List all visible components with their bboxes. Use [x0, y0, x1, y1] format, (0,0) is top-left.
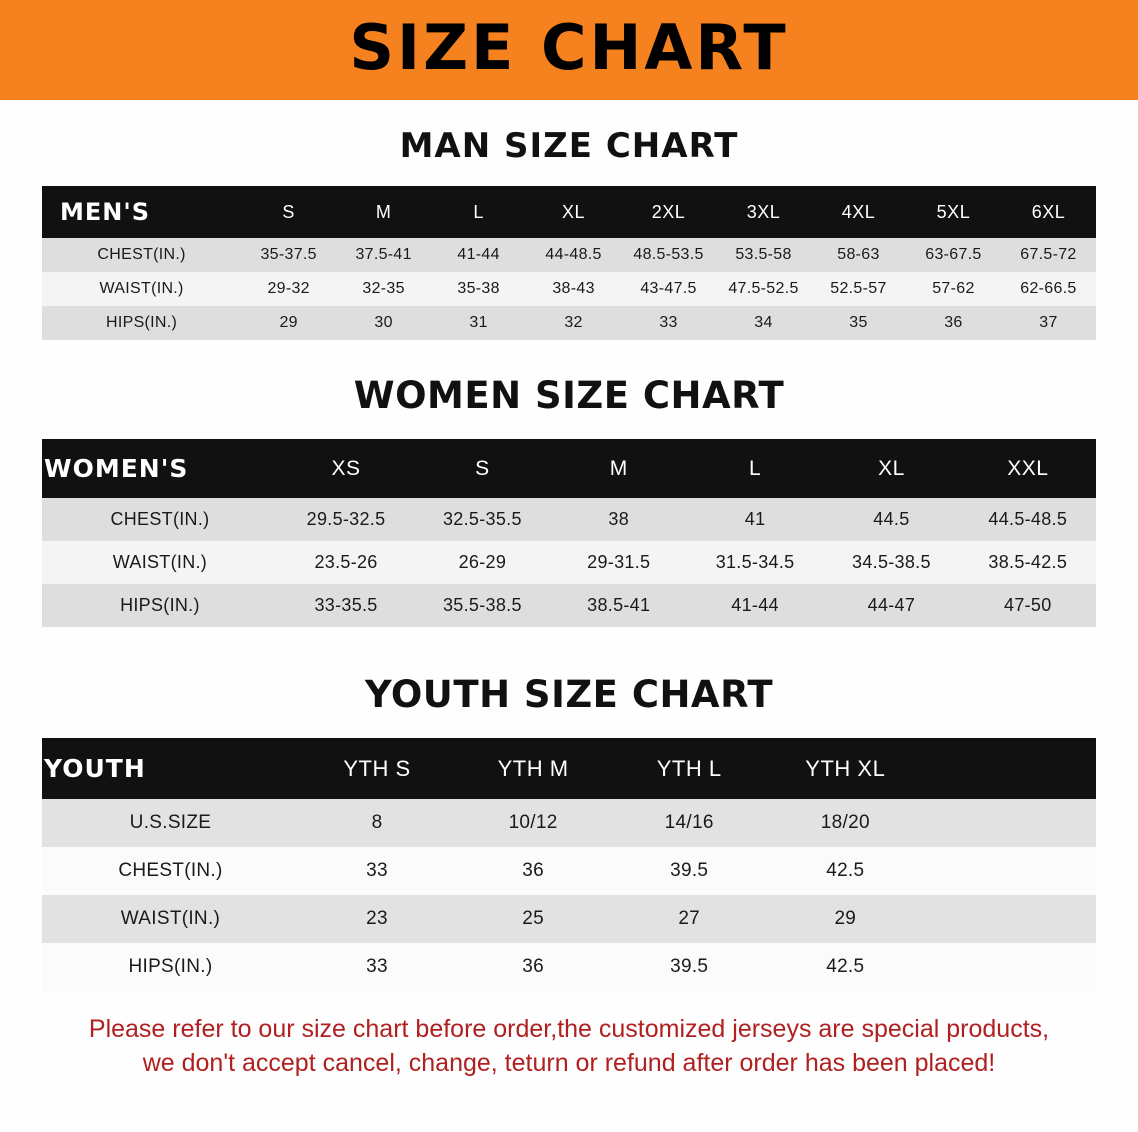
table-cell: 31.5-34.5: [687, 541, 823, 584]
table-row: [42, 306, 1096, 340]
man-col-5: 3XL: [716, 186, 811, 238]
man-row-label-0: CHEST(IN.): [42, 238, 241, 272]
man-table-body: [42, 238, 1096, 340]
table-cell: 53.5-58: [716, 238, 811, 272]
table-cell-empty: [923, 847, 1096, 895]
youth-col-2: YTH L: [611, 738, 767, 799]
women-col-0: XS: [278, 439, 414, 498]
man-col-6: 4XL: [811, 186, 906, 238]
table-cell: 33: [299, 943, 455, 991]
table-cell: 38.5-42.5: [960, 541, 1096, 584]
disclaimer-line-1: Please refer to our size chart before order,the customized jerseys are special products,: [88, 1015, 1050, 1043]
table-cell: 34.5-38.5: [823, 541, 959, 584]
youth-col-3: YTH XL: [767, 738, 923, 799]
table-cell: 32.5-35.5: [414, 498, 550, 541]
table-row: [42, 799, 1096, 847]
table-row: [42, 498, 1096, 541]
women-col-5: XXL: [960, 439, 1096, 498]
man-row-label-2: HIPS(IN.): [42, 306, 241, 340]
table-cell: 42.5: [767, 847, 923, 895]
table-cell: 38: [551, 498, 687, 541]
youth-table-head: [42, 738, 1096, 799]
table-cell: 10/12: [455, 799, 611, 847]
table-cell: 31: [431, 306, 526, 340]
women-col-4: XL: [823, 439, 959, 498]
disclaimer-note: [40, 1013, 1098, 1081]
table-cell: 8: [299, 799, 455, 847]
table-cell: 33: [299, 847, 455, 895]
table-cell: 37: [1001, 306, 1096, 340]
table-header-row: [42, 186, 1096, 238]
table-cell: 44.5: [823, 498, 959, 541]
table-cell-empty: [923, 799, 1096, 847]
table-row: [42, 847, 1096, 895]
table-cell: 33: [621, 306, 716, 340]
youth-table-wrap: [0, 738, 1138, 991]
man-row-header: MEN'S: [42, 186, 241, 238]
table-cell: 41: [687, 498, 823, 541]
table-cell: 47.5-52.5: [716, 272, 811, 306]
table-cell: 42.5: [767, 943, 923, 991]
table-cell: 44-47: [823, 584, 959, 627]
youth-table-body: [42, 799, 1096, 991]
table-cell: 25: [455, 895, 611, 943]
man-col-0: S: [241, 186, 336, 238]
table-row: [42, 943, 1096, 991]
table-cell: 57-62: [906, 272, 1001, 306]
youth-col-0: YTH S: [299, 738, 455, 799]
table-cell: 34: [716, 306, 811, 340]
man-col-4: 2XL: [621, 186, 716, 238]
table-cell: 41-44: [687, 584, 823, 627]
women-col-1: S: [414, 439, 550, 498]
table-cell: 35.5-38.5: [414, 584, 550, 627]
table-header-row: [42, 439, 1096, 498]
table-cell-empty: [923, 943, 1096, 991]
man-col-8: 6XL: [1001, 186, 1096, 238]
man-col-7: 5XL: [906, 186, 1001, 238]
youth-row-label-2: WAIST(IN.): [42, 895, 299, 943]
man-col-1: M: [336, 186, 431, 238]
table-cell: 35: [811, 306, 906, 340]
table-cell: 29-32: [241, 272, 336, 306]
table-cell: 23: [299, 895, 455, 943]
table-cell: 38.5-41: [551, 584, 687, 627]
table-row: [42, 895, 1096, 943]
women-row-header: WOMEN'S: [42, 439, 278, 498]
page-banner: [0, 0, 1138, 100]
women-table-wrap: [0, 439, 1138, 627]
man-section-heading: MAN SIZE CHART: [399, 126, 739, 166]
table-cell: 37.5-41: [336, 238, 431, 272]
table-cell: 26-29: [414, 541, 550, 584]
youth-col-1: YTH M: [455, 738, 611, 799]
table-cell: 44-48.5: [526, 238, 621, 272]
youth-section-heading: YOUTH SIZE CHART: [364, 673, 774, 716]
table-cell: 62-66.5: [1001, 272, 1096, 306]
man-row-label-1: WAIST(IN.): [42, 272, 241, 306]
man-table-head: [42, 186, 1096, 238]
table-cell: 47-50: [960, 584, 1096, 627]
table-cell: 63-67.5: [906, 238, 1001, 272]
table-cell: 52.5-57: [811, 272, 906, 306]
women-row-label-1: WAIST(IN.): [42, 541, 278, 584]
table-cell: 41-44: [431, 238, 526, 272]
table-cell: 36: [455, 943, 611, 991]
table-cell: 44.5-48.5: [960, 498, 1096, 541]
youth-size-table: [42, 738, 1096, 991]
table-cell: 35-38: [431, 272, 526, 306]
table-cell: 38-43: [526, 272, 621, 306]
table-cell: 29.5-32.5: [278, 498, 414, 541]
table-cell: 58-63: [811, 238, 906, 272]
table-cell: 29-31.5: [551, 541, 687, 584]
women-table-body: [42, 498, 1096, 627]
table-cell: 32-35: [336, 272, 431, 306]
table-cell: 36: [455, 847, 611, 895]
table-cell: 33-35.5: [278, 584, 414, 627]
table-cell: 23.5-26: [278, 541, 414, 584]
table-row: [42, 272, 1096, 306]
table-cell: 30: [336, 306, 431, 340]
women-table-head: [42, 439, 1096, 498]
youth-row-header: YOUTH: [42, 738, 299, 799]
table-row: [42, 238, 1096, 272]
table-cell: 48.5-53.5: [621, 238, 716, 272]
table-cell: 39.5: [611, 943, 767, 991]
youth-row-label-0: U.S.SIZE: [42, 799, 299, 847]
youth-row-label-1: CHEST(IN.): [42, 847, 299, 895]
table-cell: 35-37.5: [241, 238, 336, 272]
table-cell: 29: [241, 306, 336, 340]
disclaimer-line-2: we don't accept cancel, change, teturn or refund after order has been placed!: [142, 1048, 996, 1077]
page-title: SIZE CHART: [349, 11, 789, 84]
table-row: [42, 541, 1096, 584]
man-table-wrap: [0, 186, 1138, 340]
table-cell: 39.5: [611, 847, 767, 895]
youth-col-spacer: [923, 738, 1096, 799]
table-cell: 36: [906, 306, 1001, 340]
table-cell: 32: [526, 306, 621, 340]
table-cell: 14/16: [611, 799, 767, 847]
youth-row-label-3: HIPS(IN.): [42, 943, 299, 991]
table-cell: 18/20: [767, 799, 923, 847]
women-row-label-0: CHEST(IN.): [42, 498, 278, 541]
women-col-2: M: [551, 439, 687, 498]
man-size-table: [42, 186, 1096, 340]
man-col-2: L: [431, 186, 526, 238]
women-col-3: L: [687, 439, 823, 498]
table-header-row: [42, 738, 1096, 799]
table-cell: 27: [611, 895, 767, 943]
women-row-label-2: HIPS(IN.): [42, 584, 278, 627]
women-size-table: [42, 439, 1096, 627]
table-row: [42, 584, 1096, 627]
table-cell: 43-47.5: [621, 272, 716, 306]
table-cell: 67.5-72: [1001, 238, 1096, 272]
women-section-heading: WOMEN SIZE CHART: [353, 374, 785, 417]
table-cell: 29: [767, 895, 923, 943]
table-cell-empty: [923, 895, 1096, 943]
man-col-3: XL: [526, 186, 621, 238]
